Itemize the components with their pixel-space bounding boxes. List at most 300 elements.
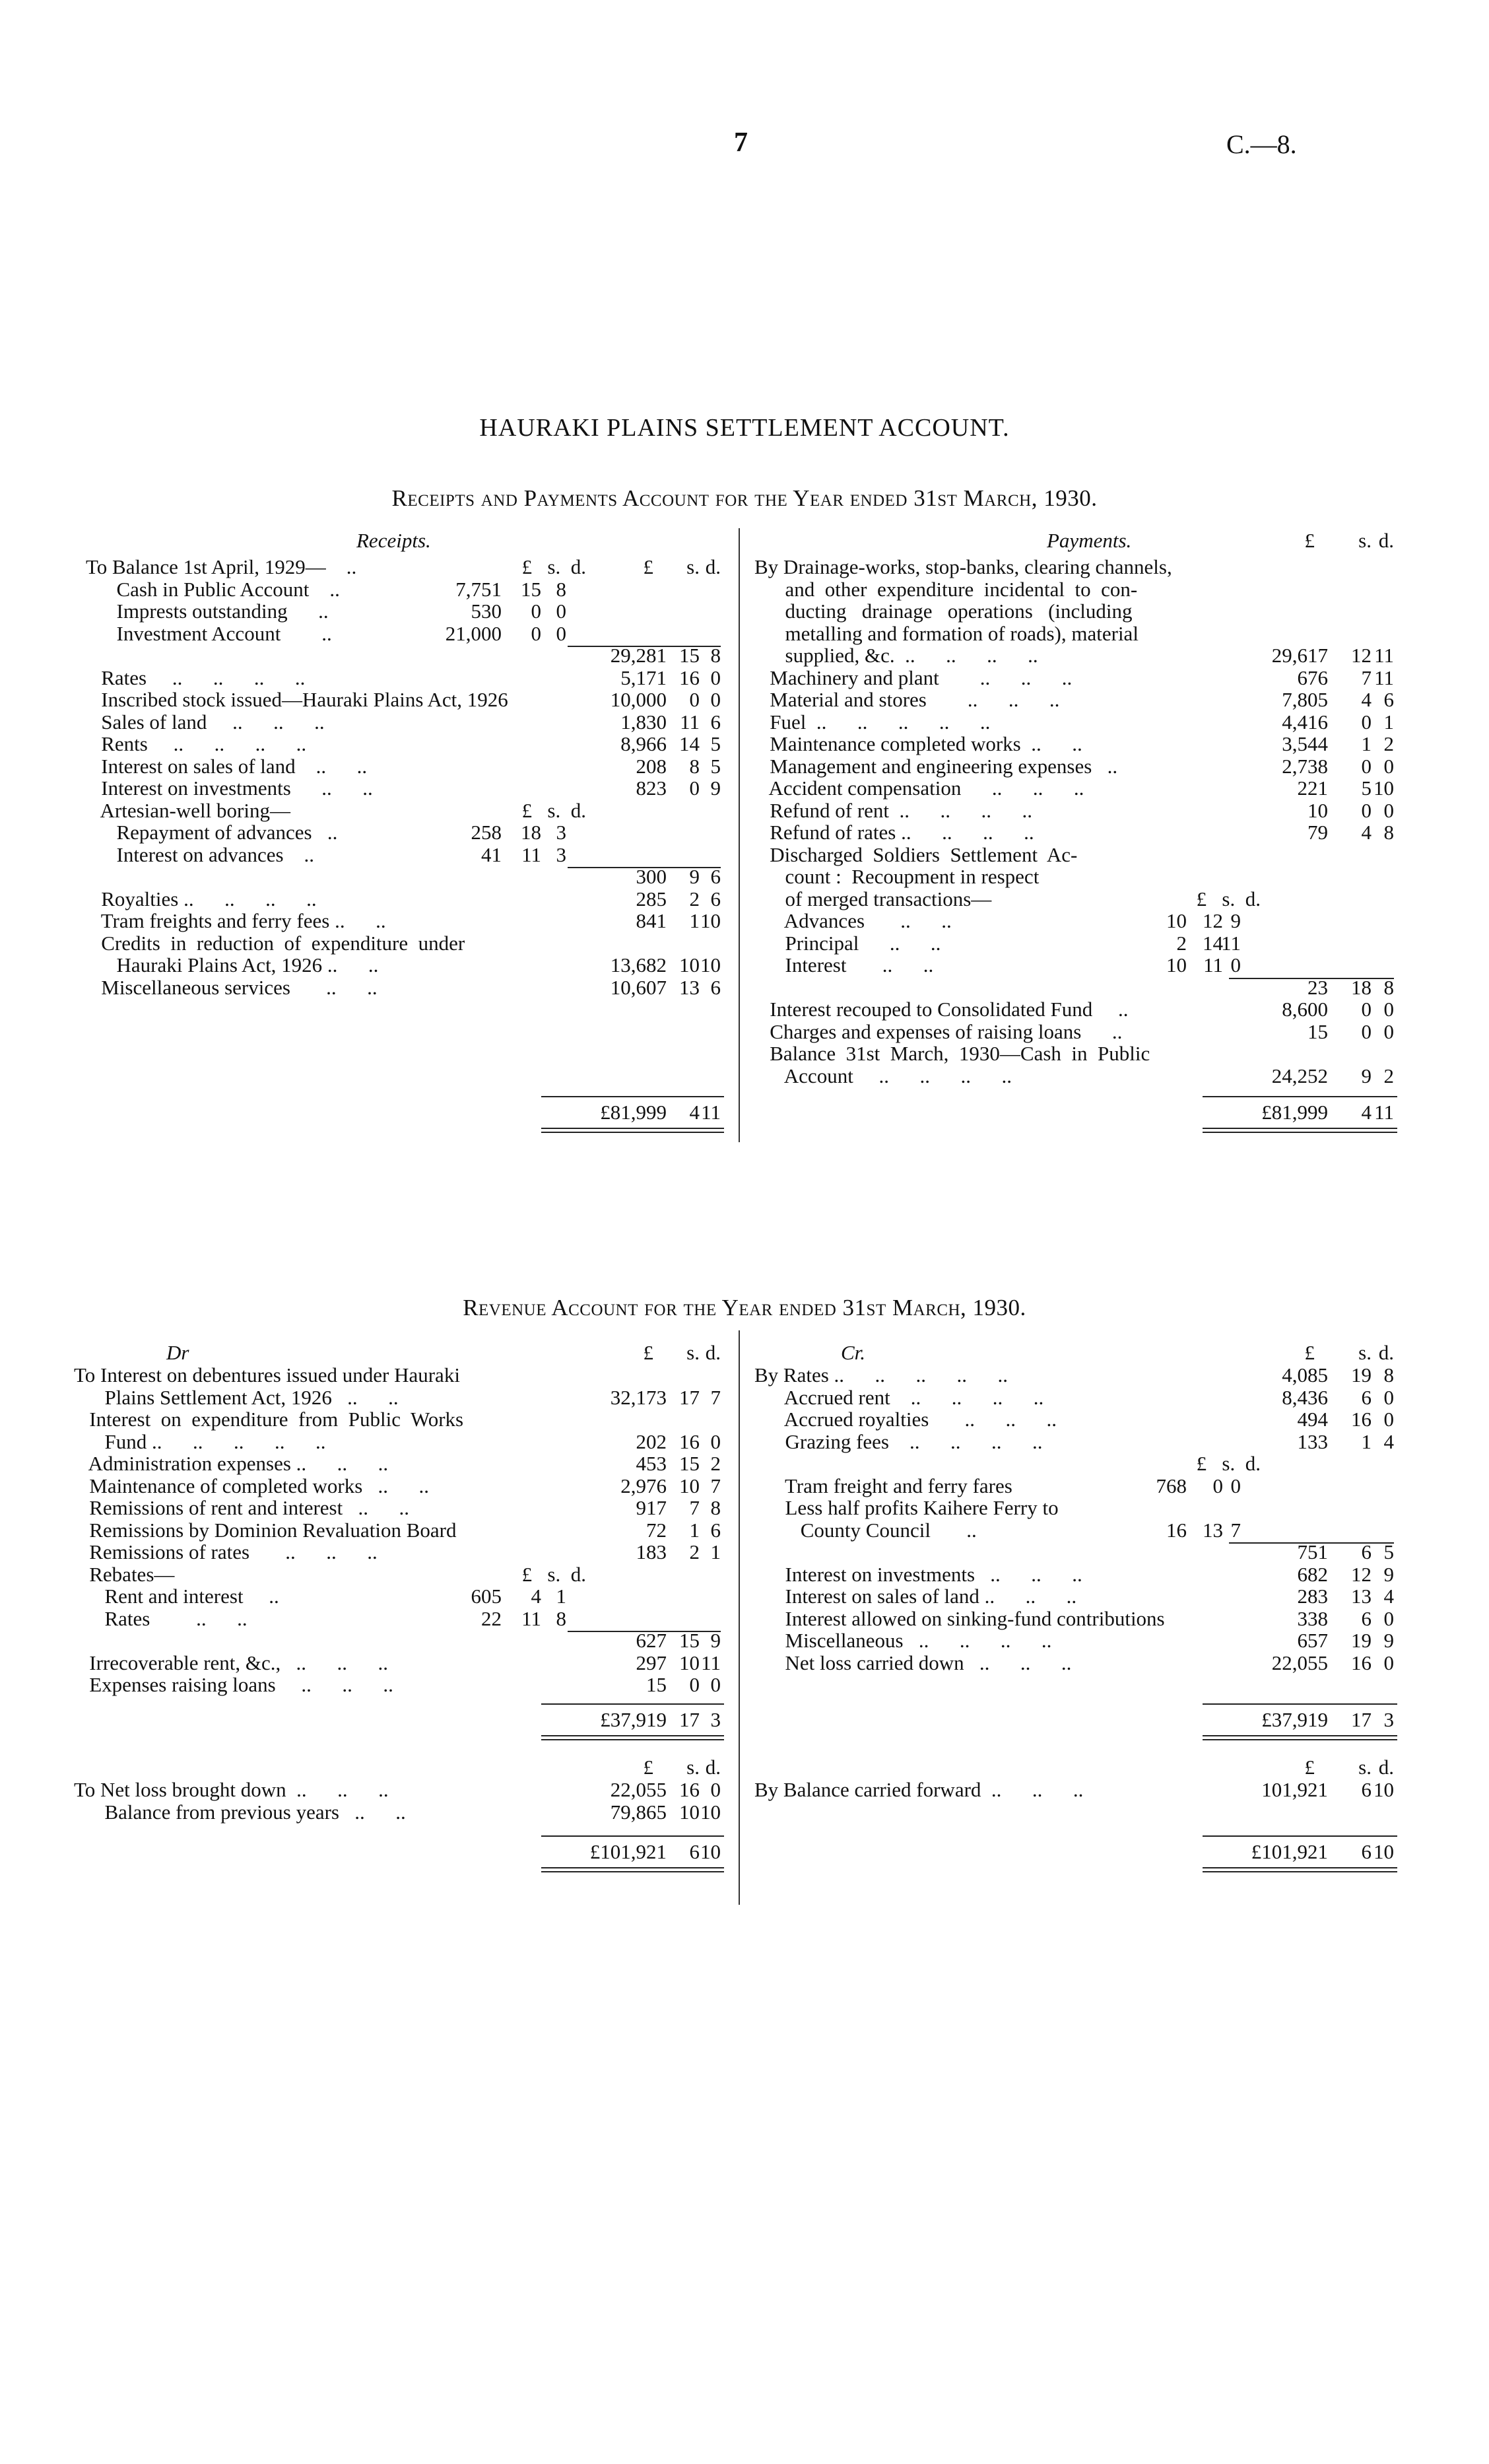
- rp.payments-row: [754, 844, 1401, 866]
- dr-lower-pence-header: d.: [705, 1756, 721, 1779]
- rev.cr-row: [754, 1475, 1401, 1497]
- rp.receipts-sub-shillings: 18: [521, 821, 541, 844]
- rp.payments-label: Machinery and plant .. .. ..: [754, 666, 1073, 689]
- rp.receipts-row: [86, 976, 727, 999]
- rp.payments-label: supplied, &c. .. .. .. ..: [754, 644, 1038, 667]
- rev.cr-sub-pence: 0: [1230, 1474, 1241, 1497]
- rp.receipts-sub-pence: 3: [556, 842, 566, 866]
- rp.receipts-row: [86, 733, 727, 755]
- dr-lower-total-shillings: 6: [689, 1840, 700, 1863]
- revenue-account-title: Revenue Account for the Year ended 31st March, 1930.: [463, 1295, 1026, 1320]
- cr-lower-shillings-header: s.: [1358, 1756, 1372, 1779]
- rp.payments-pence: 1: [1383, 710, 1394, 734]
- rp.receipts-sub-pence: 0: [556, 599, 566, 623]
- rp.receipts-label: To Balance 1st April, 1929— ..: [86, 555, 357, 578]
- rp.payments-pence: 11: [1374, 666, 1394, 689]
- rp.receipts-row: [86, 623, 727, 645]
- rp.receipts-pence: 6: [710, 710, 721, 734]
- rp.payments-row: [754, 623, 1401, 645]
- rev.cr-label: Tram freight and ferry fares: [754, 1474, 1012, 1497]
- rev.dr_lower-row: [74, 1801, 727, 1824]
- rp.receipts-row: [86, 600, 727, 623]
- rp.receipts-label: Interest on advances ..: [86, 842, 315, 866]
- dr-shillings-header: s.: [686, 1341, 700, 1364]
- rev.dr-pounds: 183: [636, 1540, 667, 1563]
- rev.cr-row: [754, 1364, 1401, 1386]
- rp.payments-pounds: 676: [1297, 666, 1328, 689]
- rev.cr-pence: 5: [1383, 1540, 1394, 1563]
- dr-total-double-rule: [541, 1735, 724, 1740]
- rev.dr-pence: 9: [710, 1629, 721, 1652]
- rp.payments-pounds: 2,738: [1282, 754, 1328, 778]
- rev.cr-sub-pounds: 16: [1166, 1518, 1187, 1542]
- rp.payments-shillings: 0: [1361, 1019, 1372, 1043]
- rp.receipts-label: Rents .. .. .. ..: [86, 732, 307, 755]
- rp.receipts-pounds-header: £: [643, 555, 653, 578]
- rev.dr_lower-label: To Net loss brought down .. .. ..: [74, 1778, 389, 1801]
- dr-lower-total-pence: 10: [700, 1840, 721, 1863]
- rev.dr-pounds: 15: [646, 1673, 667, 1696]
- rev.cr-sub-shillings: 0: [1212, 1474, 1223, 1497]
- rev.dr-pounds: 72: [646, 1518, 667, 1542]
- rp.receipts-row: [86, 556, 727, 578]
- rev.cr-sub-currency-header: £ s. d.: [1196, 1452, 1261, 1475]
- rp.receipts-pence: 10: [700, 909, 721, 932]
- rp.payments-pounds: 15: [1307, 1019, 1328, 1043]
- rp.payments-row: [754, 600, 1401, 623]
- rev.cr_lower-label: By Balance carried forward .. .. ..: [754, 1778, 1084, 1801]
- rev.cr-pounds: 22,055: [1271, 1651, 1328, 1674]
- rp.receipts-label: Artesian-well boring—: [86, 798, 290, 822]
- cr-total-rule: [1203, 1703, 1397, 1705]
- rp.receipts-sub-pence: 3: [556, 821, 566, 844]
- rev.dr-sub-shillings: 11: [521, 1606, 541, 1630]
- rp.payments-shillings: 0: [1361, 710, 1372, 734]
- rev.cr-pounds: 283: [1297, 1585, 1328, 1608]
- rev.cr-label: Miscellaneous .. .. .. ..: [754, 1629, 1052, 1652]
- rp.receipts-sub-currency-header: £ s. d.: [521, 555, 586, 578]
- rp.payments-row: [754, 644, 1401, 667]
- rev.cr-sub-pounds: 768: [1156, 1474, 1187, 1497]
- rev.dr-label: Remissions of rates .. .. ..: [74, 1540, 378, 1563]
- rev.dr_lower-pounds: 22,055: [610, 1778, 667, 1801]
- rev.dr-row: [74, 1608, 727, 1630]
- rp.receipts-shillings: 2: [689, 887, 700, 910]
- rp.payments-sub-shillings: 11: [1203, 953, 1223, 976]
- rp.payments-sub-pounds: 2: [1176, 931, 1187, 955]
- rp.receipts-label: Sales of land .. .. ..: [86, 710, 325, 734]
- rp.receipts-pence: 6: [710, 865, 721, 888]
- rp.receipts-label: Tram freights and ferry fees .. ..: [86, 909, 386, 932]
- cr-lower-total-row: [1170, 1841, 1401, 1863]
- rev.dr_lower-shillings: 16: [679, 1778, 700, 1801]
- receipts-heading: Receipts.: [356, 529, 431, 552]
- rp.receipts-sub-pounds: 21,000: [445, 621, 502, 645]
- rev.dr-pounds: 453: [636, 1452, 667, 1475]
- rp.receipts-label: Cash in Public Account ..: [86, 577, 340, 601]
- rev.cr-pence: 4: [1383, 1429, 1394, 1453]
- rp.receipts-sub-shillings: 0: [531, 599, 541, 623]
- rev.cr-row: [754, 1585, 1401, 1608]
- rp.receipts-label: Interest on sales of land .. ..: [86, 754, 368, 778]
- rev.dr-shillings: 17: [679, 1385, 700, 1409]
- rev.dr-pence: 7: [710, 1385, 721, 1409]
- rev.dr-row: [74, 1497, 727, 1519]
- rev.cr-pence: 9: [1383, 1629, 1394, 1652]
- rp.payments-row: [754, 755, 1401, 778]
- rp.receipts-shillings: 11: [680, 710, 700, 734]
- rev.cr-row: [754, 1541, 1401, 1563]
- rev.dr-label: Rates .. ..: [74, 1606, 248, 1630]
- rev.cr-pence: 4: [1383, 1585, 1394, 1608]
- dr-lower-total-rule: [541, 1835, 724, 1837]
- rp.payments-row: [754, 777, 1401, 800]
- cr-total-pence: 3: [1383, 1708, 1394, 1731]
- rp.payments-row: [754, 578, 1401, 601]
- rev.dr-shillings: 10: [679, 1651, 700, 1674]
- rp.receipts-pence: 0: [710, 688, 721, 711]
- rp.receipts-row: [86, 777, 727, 800]
- rp.payments-label: and other expenditure incidental to con-: [754, 577, 1138, 601]
- rp.receipts-row: [86, 844, 727, 866]
- rp.payments-pounds: 8,600: [1282, 998, 1328, 1021]
- receipts-total-double-rule: [541, 1128, 724, 1133]
- rev.dr-shillings: 16: [679, 1429, 700, 1453]
- receipts-total-pounds: £81,999: [600, 1101, 667, 1124]
- rp.payments-label: count : Recoupment in respect: [754, 865, 1040, 888]
- rev.dr-label: Maintenance of completed works .. ..: [74, 1474, 430, 1497]
- rev.cr-pounds: 494: [1297, 1408, 1328, 1431]
- rev.cr-row: [754, 1652, 1401, 1674]
- dr-total-rule: [541, 1703, 724, 1705]
- rev.cr-shillings: 6: [1361, 1385, 1372, 1409]
- rp.payments-label: Principal .. ..: [754, 931, 941, 955]
- rp.receipts-pounds: 13,682: [610, 953, 667, 976]
- rp.payments-sub-pence: 9: [1230, 909, 1241, 932]
- dr-lower-total-pounds: £101,921: [589, 1840, 667, 1863]
- rp.payments-shillings: 1: [1361, 732, 1372, 755]
- rp.receipts-pence: 9: [710, 776, 721, 800]
- rev.dr-row: [74, 1563, 727, 1586]
- rp.payments-row: [754, 1021, 1401, 1043]
- rp.receipts-shillings: 0: [689, 688, 700, 711]
- rp.payments-row: [754, 556, 1401, 578]
- rp.receipts-pounds: 5,171: [620, 666, 667, 689]
- receipts-total-rule: [541, 1096, 724, 1097]
- rev.dr-pounds: 202: [636, 1429, 667, 1453]
- payments-total-rule: [1203, 1096, 1397, 1097]
- rp.payments-pounds: 24,252: [1271, 1064, 1328, 1087]
- rp.receipts-label: Hauraki Plains Act, 1926 .. ..: [86, 953, 379, 976]
- rev.cr-row: [754, 1386, 1401, 1409]
- rp.receipts-shillings: 14: [679, 732, 700, 755]
- rp.receipts-label: Rates .. .. .. ..: [86, 666, 306, 689]
- rev.cr-pounds: 751: [1297, 1540, 1328, 1563]
- rp.payments-row: [754, 1065, 1401, 1087]
- rp.payments-row: [754, 821, 1401, 844]
- rev.cr-row: [754, 1563, 1401, 1586]
- cr-lower-total-shillings: 6: [1361, 1840, 1372, 1863]
- rp.receipts-shillings: 0: [689, 776, 700, 800]
- rev.cr-row: [754, 1608, 1401, 1630]
- rp.receipts-label: Investment Account ..: [86, 621, 332, 645]
- rp.receipts-label: Royalties .. .. .. ..: [86, 887, 317, 910]
- rev.cr_lower-shillings: 6: [1361, 1778, 1372, 1801]
- rp.payments-row: [754, 733, 1401, 755]
- rev.dr-sub-pence: 8: [556, 1606, 566, 1630]
- rev.dr-pence: 8: [710, 1496, 721, 1519]
- rev.cr-pounds: 4,085: [1282, 1363, 1328, 1386]
- dr-total-pence: 3: [710, 1708, 721, 1731]
- rev.dr-pence: 6: [710, 1518, 721, 1542]
- rp.receipts-row: [86, 644, 727, 667]
- rp.payments-pence: 0: [1383, 1019, 1394, 1043]
- rp.payments-row: [754, 866, 1401, 888]
- rp.receipts-pounds: 300: [636, 865, 667, 888]
- rp.receipts-sub-pounds: 258: [471, 821, 502, 844]
- rp.payments-pence: 2: [1383, 1064, 1394, 1087]
- rp.receipts-row: [86, 667, 727, 689]
- rp.receipts-row: [86, 578, 727, 601]
- rev.dr-row: [74, 1364, 727, 1386]
- rp.payments-label: Balance 31st March, 1930—Cash in Public: [754, 1042, 1150, 1065]
- rev.cr-shillings: 6: [1361, 1606, 1372, 1630]
- rev.dr-pounds: 917: [636, 1496, 667, 1519]
- dr-pence-header: d.: [705, 1341, 721, 1364]
- payments-total-double-rule: [1203, 1128, 1397, 1133]
- rev.dr-pence: 7: [710, 1474, 721, 1497]
- rp.payments-pence: 6: [1383, 688, 1394, 711]
- dr-column-headers: [627, 1342, 727, 1364]
- rp.payments-pence: 0: [1383, 998, 1394, 1021]
- rp.payments-sub-shillings: 12: [1203, 909, 1223, 932]
- rev.cr_lower-row: [754, 1779, 1401, 1801]
- rp.receipts-pounds: 208: [636, 754, 667, 778]
- cr-lower-total-pounds: £101,921: [1251, 1840, 1328, 1863]
- dr-lower-total-double-rule: [541, 1867, 724, 1872]
- rev.dr-label: Expenses raising loans .. .. ..: [74, 1673, 393, 1696]
- rev.cr-row: [754, 1453, 1401, 1475]
- rp.payments-pence: 0: [1383, 798, 1394, 822]
- rev.dr_lower-shillings: 10: [679, 1800, 700, 1824]
- rp.receipts-sub-currency-header: £ s. d.: [521, 798, 586, 822]
- rp.receipts-label: Credits in reduction of expenditure under: [86, 931, 465, 955]
- rp.payments-shillings: 4: [1361, 821, 1372, 844]
- rp.receipts-pence: 10: [700, 953, 721, 976]
- rp.receipts-label: Interest on investments .. ..: [86, 776, 373, 800]
- column-divider: [739, 528, 740, 1142]
- rev.dr-sub-shillings: 4: [531, 1585, 541, 1608]
- rp.receipts-row: [86, 711, 727, 734]
- rev.dr-label: Interest on expenditure from Public Works: [74, 1408, 464, 1431]
- rp.payments-label: Accident compensation .. .. ..: [754, 776, 1084, 800]
- dr-pounds-header: £: [643, 1341, 653, 1364]
- rp.receipts-shillings-header: s.: [686, 555, 700, 578]
- rev.cr-pounds: 682: [1297, 1562, 1328, 1586]
- rev.cr-pence: 8: [1383, 1363, 1394, 1386]
- cr-lower-pence-header: d.: [1378, 1756, 1394, 1779]
- rp.receipts-shillings: 16: [679, 666, 700, 689]
- rev.cr-shillings: 13: [1351, 1585, 1372, 1608]
- rp.payments-sub-pence: 11: [1221, 931, 1241, 955]
- rp.payments-row: [754, 888, 1401, 910]
- rp.receipts-shillings: 10: [679, 953, 700, 976]
- rev.cr-pounds: 8,436: [1282, 1385, 1328, 1409]
- rev.dr-label: Rent and interest ..: [74, 1585, 279, 1608]
- rp.payments-pounds: 23: [1307, 975, 1328, 999]
- rp.receipts-pence: 0: [710, 666, 721, 689]
- payments-total-pence: 11: [1374, 1101, 1394, 1124]
- rev.dr-label: Irrecoverable rent, &c., .. .. ..: [74, 1651, 389, 1674]
- rp.receipts-row: [86, 910, 727, 932]
- rp.receipts-pence-header: d.: [705, 555, 721, 578]
- rev.dr-shillings: 7: [689, 1496, 700, 1519]
- rp.payments-shillings: 12: [1351, 644, 1372, 667]
- rev.cr-pence: 9: [1383, 1562, 1394, 1586]
- rp.payments-label: Account .. .. .. ..: [754, 1064, 1012, 1087]
- rev.dr-row: [74, 1453, 727, 1475]
- rp.payments-row: [754, 800, 1401, 822]
- rev.cr-pounds: 338: [1297, 1606, 1328, 1630]
- rp.payments-row: [754, 976, 1401, 999]
- rp.receipts-sub-shillings: 15: [521, 577, 541, 601]
- rev.cr-label: Net loss carried down .. .. ..: [754, 1651, 1072, 1674]
- rev.dr-label: Rebates—: [74, 1562, 175, 1586]
- rev.dr-pounds: 297: [636, 1651, 667, 1674]
- rp.receipts-sub-pounds: 41: [481, 842, 502, 866]
- rev.dr_lower-pence: 10: [700, 1800, 721, 1824]
- rev.cr-shillings: 16: [1351, 1651, 1372, 1674]
- rp.payments-label: Advances .. ..: [754, 909, 952, 932]
- rp.receipts-row: [86, 932, 727, 955]
- cr-lower-total-double-rule: [1203, 1867, 1397, 1872]
- rev.cr-pounds: 657: [1297, 1629, 1328, 1652]
- rp.payments-shillings: 18: [1351, 975, 1372, 999]
- rev.dr-pence: 11: [701, 1651, 721, 1674]
- rev.dr_lower-label: Balance from previous years .. ..: [74, 1800, 406, 1824]
- dr-lower-shillings-header: s.: [686, 1756, 700, 1779]
- rp.receipts-pounds: 10,607: [610, 975, 667, 999]
- rev.cr-sub-pence: 7: [1230, 1518, 1241, 1542]
- rev.dr-shillings: 0: [689, 1673, 700, 1696]
- rp.receipts-row: [86, 755, 727, 778]
- rp.payments-shillings: 0: [1361, 754, 1372, 778]
- rp.payments-label: Charges and expenses of raising loans ..: [754, 1019, 1123, 1043]
- rev.dr-shillings: 15: [679, 1452, 700, 1475]
- rev.dr-shillings: 10: [679, 1474, 700, 1497]
- cr-shillings-header: s.: [1358, 1341, 1372, 1364]
- rev.dr-shillings: 1: [689, 1518, 700, 1542]
- rev.cr-shillings: 19: [1351, 1629, 1372, 1652]
- rp.receipts-label: Inscribed stock issued—Hauraki Plains Act, 1926: [86, 688, 508, 711]
- rp.payments-shillings: 0: [1361, 998, 1372, 1021]
- rev.dr-sub-pence: 1: [556, 1585, 566, 1608]
- rp.payments-label: of merged transactions—: [754, 887, 992, 910]
- rev.cr-label: Accrued royalties .. .. ..: [754, 1408, 1057, 1431]
- rev.dr-shillings: 15: [679, 1629, 700, 1652]
- rev.dr-sub-currency-header: £ s. d.: [521, 1562, 586, 1586]
- cr-total-double-rule: [1203, 1735, 1397, 1740]
- rp.receipts-shillings: 9: [689, 865, 700, 888]
- rev.cr-row: [754, 1629, 1401, 1652]
- rp.receipts-pence: 8: [710, 644, 721, 667]
- rp.payments-sub-pence: 0: [1230, 953, 1241, 976]
- rev.cr-pence: 0: [1383, 1606, 1394, 1630]
- rev.cr-shillings: 19: [1351, 1363, 1372, 1386]
- cr-lower-total-pence: 10: [1373, 1840, 1394, 1863]
- rp.receipts-pence: 5: [710, 732, 721, 755]
- rp.payments-row: [754, 1043, 1401, 1065]
- receipts-total-shillings: 4: [689, 1101, 700, 1124]
- rp.payments-pounds: 221: [1297, 776, 1328, 800]
- rp.receipts-shillings: 15: [679, 644, 700, 667]
- rev.dr-row: [74, 1519, 727, 1542]
- rev.cr-sub-shillings: 13: [1203, 1518, 1223, 1542]
- page-number: 7: [734, 127, 748, 158]
- rev.dr-row: [74, 1629, 727, 1652]
- rp.payments-shillings: 5: [1361, 776, 1372, 800]
- cr-lower-pounds-header: £: [1304, 1756, 1315, 1779]
- rp.payments-row: [754, 954, 1401, 976]
- rp.receipts-pence: 6: [710, 975, 721, 999]
- payments-pounds-header: £: [1304, 529, 1315, 552]
- rp.receipts-sub-pence: 0: [556, 621, 566, 645]
- rp.receipts-sub-shillings: 0: [531, 621, 541, 645]
- cr-pence-header: d.: [1378, 1341, 1394, 1364]
- rp.payments-pounds: 7,805: [1282, 688, 1328, 711]
- rp.payments-pence: 0: [1383, 754, 1394, 778]
- dr-total-pounds: £37,919: [600, 1708, 667, 1731]
- rp.payments-pounds: 4,416: [1282, 710, 1328, 734]
- rp.receipts-shillings: 8: [689, 754, 700, 778]
- dr-lower-column-headers: [627, 1756, 727, 1779]
- rev.cr-label: Less half profits Kaihere Ferry to: [754, 1496, 1059, 1519]
- rp.payments-label: Interest recouped to Consolidated Fund ..: [754, 998, 1129, 1021]
- rev.dr-sub-pounds: 605: [471, 1585, 502, 1608]
- rev.dr-pence: 1: [710, 1540, 721, 1563]
- rp.payments-pounds: 10: [1307, 798, 1328, 822]
- rev.dr-label: Administration expenses .. .. ..: [74, 1452, 389, 1475]
- cr-column-headers: [1288, 1342, 1401, 1364]
- rp.payments-pence: 11: [1374, 644, 1394, 667]
- rp.receipts-pence: 6: [710, 887, 721, 910]
- rp.receipts-sub-pounds: 530: [471, 599, 502, 623]
- rp.receipts-sub-shillings: 11: [521, 842, 541, 866]
- rp.payments-shillings: 0: [1361, 798, 1372, 822]
- rp.receipts-sub-pence: 8: [556, 577, 566, 601]
- main-title: HAURAKI PLAINS SETTLEMENT ACCOUNT.: [479, 414, 1010, 442]
- rev.cr-label: Grazing fees .. .. .. ..: [754, 1429, 1043, 1453]
- rp.payments-label: ducting drainage operations (including: [754, 599, 1133, 623]
- debit-heading: Dr: [166, 1341, 189, 1364]
- rev.cr-label: Interest allowed on sinking-fund contributions: [754, 1606, 1165, 1630]
- rp.payments-pence: 8: [1383, 821, 1394, 844]
- rp.payments-sub-shillings: 14: [1203, 931, 1223, 955]
- rp.receipts-pounds: 841: [636, 909, 667, 932]
- rev.cr-pence: 0: [1383, 1408, 1394, 1431]
- rp.receipts-pounds: 29,281: [610, 644, 667, 667]
- rp.receipts-pounds: 285: [636, 887, 667, 910]
- rp.payments-label: Refund of rent .. .. .. ..: [754, 798, 1033, 822]
- rev.cr-shillings: 1: [1361, 1429, 1372, 1453]
- rp.receipts-label: Imprests outstanding ..: [86, 599, 329, 623]
- rp.payments-label: Discharged Soldiers Settlement Ac-: [754, 842, 1078, 866]
- rp.payments-pence: 10: [1373, 776, 1394, 800]
- rp.payments-pounds: 29,617: [1271, 644, 1328, 667]
- rp.payments-label: By Drainage-works, stop-banks, clearing channels,: [754, 555, 1172, 578]
- rev.cr-shillings: 16: [1351, 1408, 1372, 1431]
- rp.payments-shillings: 7: [1361, 666, 1372, 689]
